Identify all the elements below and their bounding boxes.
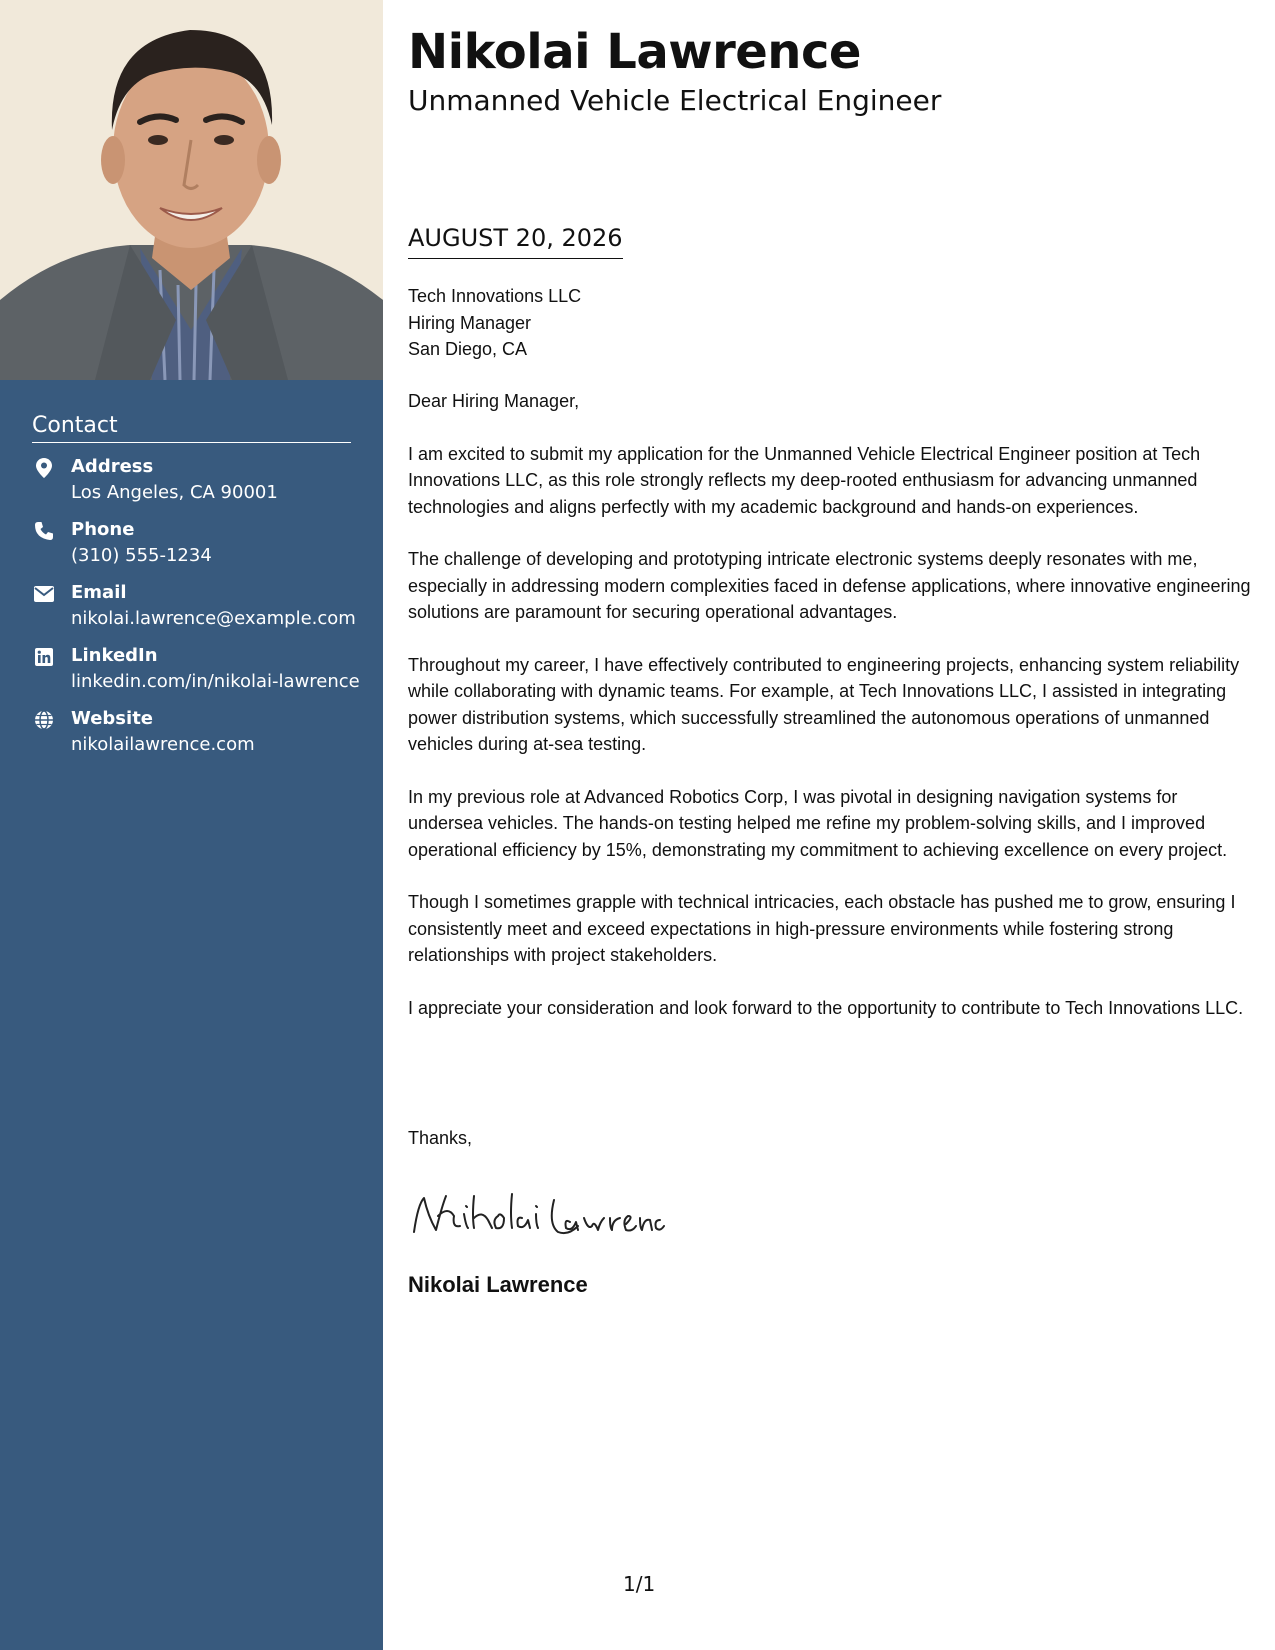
contact-item-website (32, 708, 362, 771)
phone-icon (34, 521, 54, 541)
recipient-company: Tech Innovations LLC (408, 286, 582, 306)
closing: Thanks, (408, 1128, 473, 1148)
contact-item-email (32, 582, 362, 645)
paragraph: I appreciate your consideration and look forward to the opportunity to contribute to Tech Innovations LLC. (408, 997, 1244, 1018)
paragraph: The challenge of developing and prototyping intricate electronic systems deeply resonates with me, especially in addressing modern complexities faced in defense applications, where innovative engineering solutions are paramount for securing operational advantages. (408, 549, 1251, 622)
linkedin-icon (34, 647, 54, 667)
contact-item-phone (32, 519, 362, 582)
contact-label: Website (71, 708, 154, 729)
contact-item-address (32, 456, 362, 519)
phone-value[interactable]: (310) 555-1234 (71, 545, 212, 566)
contact-list (32, 456, 362, 771)
linkedin-value[interactable]: linkedin.com/in/nikolai-lawrence (71, 671, 360, 692)
sidebar (0, 0, 383, 1650)
envelope-icon (34, 584, 54, 604)
contact-label: Email (71, 582, 127, 603)
address-value: Los Angeles, CA 90001 (71, 482, 278, 503)
paragraph: In my previous role at Advanced Robotics Corp, I was pivotal in designing navigation systems for undersea vehicles. The hands-on testing helped me refine my problem-solving skills, and I improved operational efficiency by 15%, demonstrating my commitment to achieving excellence on every project. (408, 786, 1228, 860)
contact-label: LinkedIn (71, 645, 158, 666)
applicant-name: Nikolai Lawrence (408, 24, 861, 80)
salutation: Dear Hiring Manager, (408, 391, 580, 411)
letter-body (408, 388, 1253, 1047)
contact-item-linkedin (32, 645, 362, 708)
letter-date: AUGUST 20, 2026 (408, 224, 623, 259)
recipient-role: Hiring Manager (408, 312, 532, 333)
website-value[interactable]: nikolailawrence.com (71, 734, 255, 755)
paragraph: Though I sometimes grapple with technical intricacies, each obstacle has pushed me to grow, ensuring I consistently meet and exceed expectations in high-pressure environments while fostering strong relationships with project stakeholders. (408, 892, 1236, 965)
paragraph: I am excited to submit my application for the Unmanned Vehicle Electrical Engineer position at Tech Innovations LLC, as this role strongly reflects my deep-rooted enthusiasm for advancing unmanned technologies and aligns perfectly with my academic background and hands-on experiences. (408, 443, 1201, 517)
page-number: 1/1 (623, 1572, 656, 1596)
email-value[interactable]: nikolai.lawrence@example.com (71, 608, 356, 629)
profile-photo (0, 0, 383, 380)
handwritten-signature (408, 1186, 668, 1251)
contact-section-title: Contact (32, 413, 351, 443)
signer-name: Nikolai Lawrence (408, 1272, 588, 1297)
job-title: Unmanned Vehicle Electrical Engineer (408, 84, 942, 117)
globe-icon (34, 710, 54, 730)
contact-label: Phone (71, 519, 135, 540)
contact-label: Address (71, 456, 154, 477)
recipient-location: San Diego, CA (408, 339, 528, 359)
map-pin-icon (34, 458, 54, 478)
recipient-block (408, 283, 581, 363)
paragraph: Throughout my career, I have effectively contributed to engineering projects, enhancing system reliability while collaborating with dynamic teams. For example, at Tech Innovations LLC, I assisted in integrating power distribution systems, which successfully streamlined the autonomous operations of unmanned vehicles during at-sea testing. (408, 654, 1240, 754)
